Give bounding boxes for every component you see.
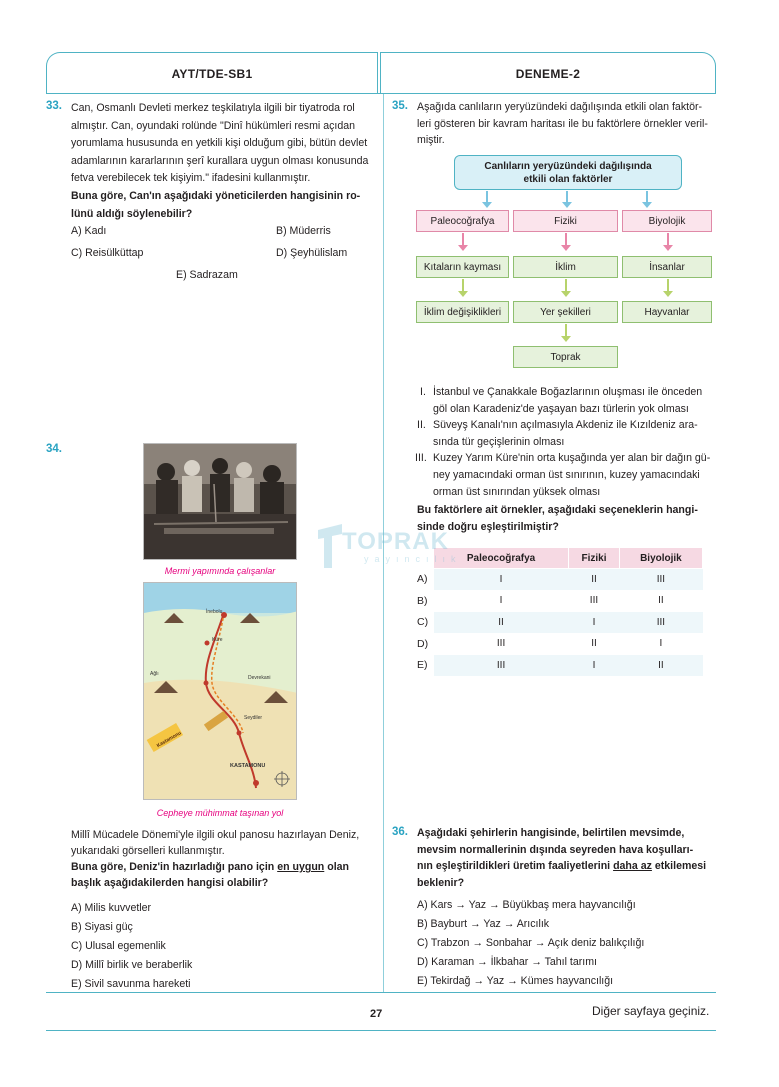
option-c[interactable]: C) <box>417 616 429 628</box>
item-text <box>433 384 717 417</box>
prompt-part: Buna göre, Deniz'in hazırladığı pano için <box>71 861 278 873</box>
text-line: yukarıdaki görselleri kullanmıştır. <box>71 845 225 857</box>
text-line: yorumlama hususunda en yetkili kişi olduğum gibi, bütün devlet <box>71 137 368 150</box>
map-label: İnebolu <box>206 609 223 615</box>
map-label: Ağlı <box>150 671 159 677</box>
concept-example: Kıtaların kayması <box>416 256 509 278</box>
table-cell: III <box>434 633 569 655</box>
item-line: İstanbul ve Çanakkale Boğazlarının oluşması ile önceden <box>433 386 703 398</box>
publisher-watermark <box>318 524 462 572</box>
item-line: ney yamacındaki orman üst sınırının, kuzey yamacındaki <box>433 468 700 481</box>
table-cell: II <box>619 655 702 677</box>
question-prompt <box>417 826 716 891</box>
prompt-emphasis: en uygun <box>277 861 325 873</box>
prompt-emphasis: daha az <box>613 860 652 872</box>
watermark-subtext: yayıncılık <box>364 554 462 564</box>
item-line: sında tür geçişlerinin olması <box>433 435 565 448</box>
option-d[interactable]: D) Millî birlik ve beraberlik <box>71 959 193 971</box>
concept-category-fiziki: Fiziki <box>513 210 618 232</box>
item-text <box>433 450 717 500</box>
question-35-items <box>417 384 717 535</box>
option-e[interactable]: E) Sivil savunma hareketi <box>71 978 191 990</box>
prompt-line: mevsim normallerinin dışında seyreden hava koşulları- <box>417 843 694 856</box>
ammunition-route-map <box>143 582 297 800</box>
header-right-title: DENEME-2 <box>380 52 716 94</box>
page-number: 27 <box>370 1008 383 1020</box>
item-2 <box>417 417 717 450</box>
prompt-line: beklenir? <box>417 876 465 889</box>
table-cell: I <box>619 633 702 655</box>
question-prompt: Buna göre, Can'ın aşağıdaki yöneticilerden hangisinin ro- <box>71 189 361 202</box>
text-line: adamlarının kararlarının şerî kurallara uygun olması konusunda <box>71 154 369 167</box>
header-divider <box>46 93 716 94</box>
option-b[interactable]: B) Siyasi güç <box>71 921 133 933</box>
item-line: orman üst sınırından yüksek olması <box>433 485 601 498</box>
item-numeral: II. <box>417 419 426 432</box>
question-number: 35. <box>392 100 408 112</box>
arrow-down-icon <box>462 279 464 292</box>
question-34-text <box>71 827 376 891</box>
option-b[interactable]: B) <box>417 595 428 607</box>
table-cell: I <box>569 612 620 634</box>
table-cell: III <box>434 655 569 677</box>
question-prompt <box>417 502 717 535</box>
root-line: etkili olan faktörler <box>523 173 613 185</box>
arrow-down-icon <box>462 233 464 246</box>
option-e[interactable]: E) Sadrazam <box>176 269 238 281</box>
prompt-line: sinde doğru eşleştirilmiştir? <box>417 520 559 533</box>
prompt-part: nın eşleştirildikleri üretim faaliyetlerini <box>417 860 614 872</box>
question-33 <box>46 100 376 223</box>
option-a[interactable]: A) Kadı <box>71 225 107 237</box>
text-line: Can, Osmanlı Devleti merkez teşkilatıyla ilgili bir tiyatroda rol <box>71 102 355 114</box>
factory-workers-photo <box>143 443 297 560</box>
text-line: Millî Mücadele Dönemi'yle ilgili okul panosu hazırlayan Deniz, <box>71 829 360 841</box>
prompt-line: Bu faktörlere ait örnekler, aşağıdaki seçeneklerin hangi- <box>417 504 698 517</box>
table-header-row <box>434 548 703 569</box>
item-line: göl olan Karadeniz'de yaşayan bazı türlerin yok olması <box>433 402 689 415</box>
next-page-note: Diğer sayfaya geçiniz. <box>592 1004 710 1018</box>
arrow-down-icon <box>565 233 567 246</box>
option-b[interactable]: B) Bayburt → Yaz → Arıcılık <box>417 918 550 930</box>
map-label: KASTAMONU <box>230 763 266 769</box>
map-label: Küre <box>212 637 223 643</box>
text-line: almıştır. Can, oyundaki rolünde "Dinî hükümleri resmi açıdan <box>71 119 356 132</box>
prompt-line <box>417 859 716 875</box>
footer-divider <box>46 992 716 993</box>
text-line: miştir. <box>417 134 445 146</box>
table-header: Biyolojik <box>619 548 702 569</box>
table-cell: III <box>619 569 702 591</box>
option-d[interactable]: D) Karaman → İlkbahar → Tahıl tarımı <box>417 956 597 968</box>
photo-caption: Mermi yapımında çalışanlar <box>164 566 276 576</box>
question-number: 34. <box>46 443 62 455</box>
option-e[interactable]: E) Tekirdağ → Yaz → Kümes hayvancılığı <box>417 975 614 987</box>
map-caption: Cepheye mühimmat taşınan yol <box>156 808 284 818</box>
option-c[interactable]: C) Reisülküttap <box>71 247 144 259</box>
question-text <box>71 100 376 222</box>
arrow-down-icon <box>565 279 567 292</box>
option-c[interactable]: C) Trabzon → Sonbahar → Açık deniz balıkçılığı <box>417 937 645 949</box>
arrow-down-icon <box>667 279 669 292</box>
table-row[interactable] <box>434 569 703 591</box>
root-line: Canlıların yeryüzündeki dağılışında <box>484 160 652 172</box>
table-cell: I <box>569 655 620 677</box>
question-text <box>417 100 716 149</box>
map-label: Seydiler <box>244 715 263 721</box>
prompt-part: olan <box>324 861 350 873</box>
table-cell: I <box>434 569 569 591</box>
question-35 <box>392 100 716 150</box>
header-left-title: AYT/TDE-SB1 <box>46 52 378 94</box>
option-c[interactable]: C) Ulusal egemenlik <box>71 940 166 952</box>
photo-illustration <box>144 444 297 560</box>
option-b[interactable]: B) Müderris <box>276 225 331 237</box>
footer-divider-bottom <box>46 1030 716 1031</box>
table-cell: II <box>619 590 702 612</box>
table-cell: III <box>619 612 702 634</box>
question-prompt <box>71 859 376 875</box>
item-line: Süveyş Kanalı'nın açılmasıyla Akdeniz ile Kızıldeniz ara- <box>433 419 698 432</box>
prompt-line: Aşağıdaki şehirlerin hangisinde, belirtilen mevsimde, <box>417 827 685 839</box>
question-prompt: başlık aşağıdakilerden hangisi olabilir? <box>71 877 269 889</box>
table-header: Fiziki <box>569 548 620 569</box>
concept-example: Hayvanlar <box>622 301 712 323</box>
text-line: Aşağıda canlıların yeryüzündeki dağılışında etkili olan faktör- <box>417 101 703 113</box>
item-3 <box>417 450 717 500</box>
table-cell: III <box>569 590 620 612</box>
question-36 <box>392 826 716 892</box>
concept-example: İnsanlar <box>622 256 712 278</box>
concept-map-root <box>454 155 682 190</box>
table-cell: I <box>434 590 569 612</box>
table-cell: II <box>569 569 620 591</box>
option-e[interactable]: E) <box>417 659 428 671</box>
page-header <box>46 52 716 94</box>
concept-example: İklim değişiklikleri <box>416 301 509 323</box>
arrow-down-icon <box>646 191 648 203</box>
option-a[interactable]: A) Milis kuvvetler <box>71 902 152 914</box>
concept-example: Toprak <box>513 346 618 368</box>
table-row[interactable] <box>434 612 703 634</box>
item-1 <box>417 384 717 417</box>
item-numeral: I. <box>420 386 426 398</box>
question-number: 36. <box>392 826 408 838</box>
concept-example: İklim <box>513 256 618 278</box>
root-text <box>484 160 651 186</box>
answer-table <box>433 547 703 677</box>
question-prompt: lünü aldığı söylenebilir? <box>71 207 193 220</box>
option-a[interactable]: A) Kars → Yaz → Büyükbaş mera hayvancılığı <box>417 899 636 911</box>
map-illustration <box>144 583 297 800</box>
item-numeral: III. <box>415 452 427 465</box>
question-number: 33. <box>46 100 62 112</box>
arrow-down-icon <box>667 233 669 246</box>
text-line: fetva verebilecek tek kişiyim." ifadesini kullanmıştır. <box>71 172 311 185</box>
option-d[interactable]: D) <box>417 638 429 650</box>
watermark-text: TOPRAK <box>342 528 449 555</box>
arrow-down-icon <box>486 191 488 203</box>
concept-category-biyolojik: Biyolojik <box>622 210 712 232</box>
table-row[interactable] <box>434 590 703 612</box>
table-cell: II <box>434 612 569 634</box>
prompt-part: etkilemesi <box>651 860 707 872</box>
text-line: leri gösteren bir kavram haritası ile bu faktörlere örnekler veril- <box>417 117 708 130</box>
table-row[interactable] <box>434 655 703 677</box>
table-row[interactable] <box>434 633 703 655</box>
concept-category-paleocografya: Paleocoğrafya <box>416 210 509 232</box>
option-a[interactable]: A) <box>417 573 428 585</box>
item-line: Kuzey Yarım Küre'nin orta kuşağında yer alan bir dağın gü- <box>433 452 711 465</box>
table-header: Paleocoğrafya <box>434 548 569 569</box>
arrow-down-icon <box>565 324 567 337</box>
table-cell: II <box>569 633 620 655</box>
item-text <box>433 417 717 450</box>
arrow-down-icon <box>566 191 568 203</box>
map-label: Kastamonu <box>155 730 183 750</box>
map-label: Devrekani <box>248 675 271 681</box>
concept-example: Yer şekilleri <box>513 301 618 323</box>
option-d[interactable]: D) Şeyhülislam <box>276 247 348 259</box>
